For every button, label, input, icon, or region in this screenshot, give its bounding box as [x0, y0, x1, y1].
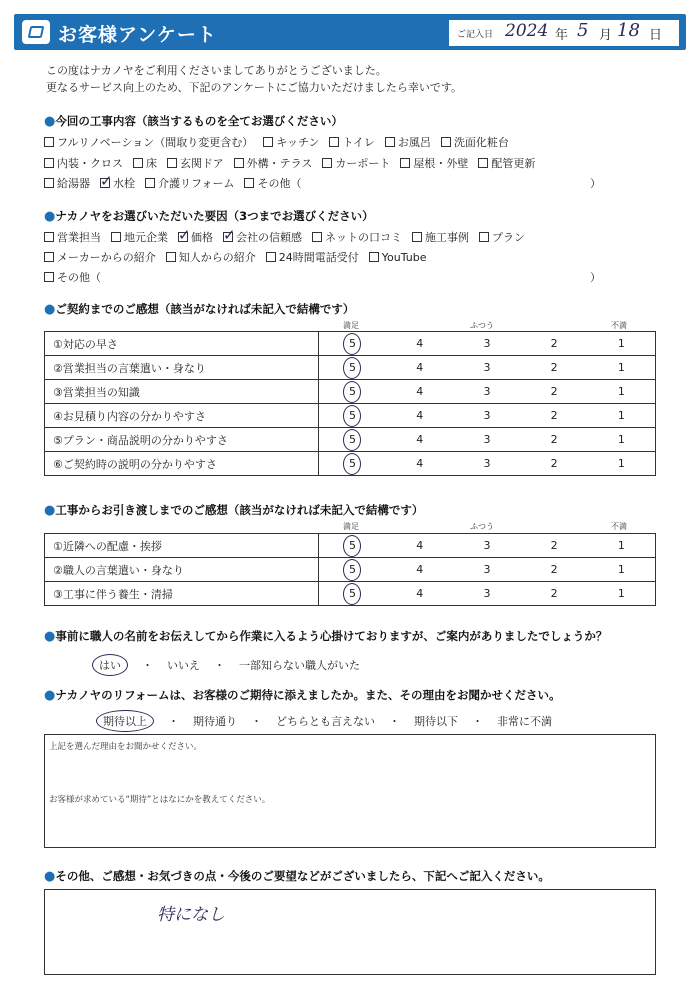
rating-row [45, 404, 656, 428]
close-paren: ） [590, 271, 601, 284]
checkbox[interactable] [166, 252, 176, 262]
checkbox-label: 価格 [191, 231, 213, 244]
rating-value: 3 [483, 409, 491, 422]
rating-question: ③工事に伴う養生・清掃 [45, 582, 319, 606]
rating-value: 1 [617, 563, 625, 576]
checkbox-option[interactable] [44, 249, 156, 265]
rating-value: 2 [550, 563, 558, 576]
scale-mid-label: ふつう [470, 522, 494, 531]
checkbox-label: メーカーからの紹介 [57, 251, 156, 264]
checkbox[interactable] [111, 232, 121, 242]
rating-value: 2 [550, 457, 558, 470]
section-title-craftsman: ●事前に職人の名前をお伝えしてから作業に入るよう心掛けておりますが、ご案内がありましたでしょうか？ [44, 629, 608, 644]
expectation-label: お客様が求めている“期待”とはなにかを教えてください。 [49, 795, 271, 805]
section-title-work: ●今回の工事内容（該当するものを全てお選びください） [44, 114, 343, 129]
rating-question: ①近隣への配慮・挨拶 [45, 534, 319, 558]
rating-option[interactable] [521, 582, 588, 606]
rating-value: 4 [416, 563, 424, 576]
rating-row [45, 332, 656, 356]
rating-option[interactable] [386, 452, 453, 476]
rating-row [45, 356, 656, 380]
checkbox-option[interactable] [312, 229, 402, 245]
checkbox-option[interactable] [145, 175, 234, 191]
checkbox-option[interactable] [244, 175, 301, 191]
reason-label: 上記を選んだ理由をお聞かせください。 [49, 742, 203, 752]
option-separator: ・ [168, 715, 179, 728]
comment-text: 特になし [157, 905, 225, 925]
checkbox-label: カーポート [335, 157, 391, 170]
scale-high-label: 満足 [343, 522, 359, 531]
checkbox-row [44, 269, 111, 285]
checkbox-row [44, 172, 311, 191]
rating-option[interactable] [453, 428, 520, 452]
rating-option[interactable] [453, 534, 520, 558]
checkbox-label: 床 [146, 157, 157, 170]
rating-option[interactable] [386, 332, 453, 356]
checkbox-option[interactable] [44, 175, 90, 191]
day-label: 日 [649, 28, 663, 43]
section-title-reason: ●ナカノヤをお選びいただいた要因（3つまでお選びください） [44, 209, 374, 224]
checkbox-label: 施工事例 [425, 231, 469, 244]
rating-value: 1 [617, 361, 625, 374]
rating-option[interactable] [386, 558, 453, 582]
option-selected[interactable]: はい [92, 654, 128, 676]
reason-textbox[interactable] [44, 734, 656, 848]
rating-value: 4 [416, 385, 424, 398]
date-label: ご記入日 [457, 30, 494, 40]
checkbox-label: トイレ [342, 136, 375, 149]
checkbox-option[interactable] [322, 155, 390, 171]
rating-row [45, 582, 656, 606]
rating-option[interactable] [588, 534, 656, 558]
intro-line: この度はナカノヤをご利用くださいましてありがとうございました。 [46, 64, 387, 77]
checkbox[interactable] [44, 252, 54, 262]
rating-row [45, 558, 656, 582]
checkbox-option[interactable] [100, 172, 135, 191]
section-title-construction: ●工事からお引き渡しまでのご感想（該当がなければ未記入で結構です） [44, 503, 424, 518]
rating-option[interactable] [453, 356, 520, 380]
option-separator: ・ [251, 715, 262, 728]
rating-value: 2 [550, 409, 558, 422]
scale-low-label: 不満 [611, 321, 627, 330]
rating-value: 3 [483, 433, 491, 446]
rating-option[interactable] [521, 452, 588, 476]
checkbox-label: 会社の信頼感 [236, 231, 302, 244]
rating-value: 3 [483, 337, 491, 350]
rating-value: 1 [617, 433, 625, 446]
rating-option[interactable] [318, 452, 386, 476]
rating-option[interactable] [386, 582, 453, 606]
checkbox-label: 水栓 [113, 177, 135, 190]
checkbox-option[interactable] [441, 134, 509, 150]
rating-value: 3 [483, 385, 491, 398]
rating-value: 2 [550, 337, 558, 350]
checkbox-option[interactable] [478, 155, 535, 171]
checkbox[interactable] [441, 137, 451, 147]
rating-option[interactable] [521, 404, 588, 428]
rating-question: ③営業担当の知識 [45, 380, 319, 404]
header-bar [14, 14, 686, 50]
checkbox-option[interactable] [167, 155, 224, 171]
checkmark-icon: ✓ [178, 226, 191, 244]
rating-option[interactable] [453, 380, 520, 404]
checkbox-label: お風呂 [397, 136, 431, 149]
intro-text [46, 62, 462, 96]
checkbox[interactable] [400, 158, 410, 168]
rating-option[interactable] [521, 428, 588, 452]
checkbox-option[interactable] [369, 251, 427, 264]
checkbox[interactable] [329, 137, 339, 147]
rating-option[interactable] [453, 332, 520, 356]
checkbox-option[interactable] [44, 229, 101, 245]
checkbox-label: 内装・クロス [57, 157, 123, 170]
rating-row [45, 428, 656, 452]
checkbox-label: ネットの口コミ [325, 231, 402, 244]
rating-value-selected: 5 [343, 429, 361, 451]
checkbox[interactable] [385, 137, 395, 147]
rating-value-selected: 5 [343, 453, 361, 475]
checkbox[interactable] [44, 178, 54, 188]
checkbox[interactable] [322, 158, 332, 168]
rating-value-selected: 5 [343, 583, 361, 605]
checkbox[interactable] [234, 158, 244, 168]
checkbox-option[interactable] [263, 134, 319, 150]
rating-option[interactable] [588, 582, 656, 606]
rating-option[interactable] [453, 404, 520, 428]
date-box [448, 19, 680, 47]
rating-question: ①対応の早さ [45, 332, 319, 356]
option[interactable]: 期待通り [193, 715, 237, 728]
page-title: お客様アンケート [58, 24, 217, 46]
rating-question: ②職人の言葉遣い・身なり [45, 558, 319, 582]
checkbox-option[interactable] [400, 155, 468, 171]
checkbox[interactable] [178, 226, 191, 244]
checkbox-option[interactable] [44, 269, 101, 285]
checkbox-option[interactable] [266, 249, 359, 265]
month-label: 月 [599, 28, 613, 43]
rating-row [45, 534, 656, 558]
checkbox-label: 屋根・外壁 [413, 157, 469, 170]
rating-option[interactable] [521, 558, 588, 582]
close-paren: ） [590, 177, 601, 190]
checkbox-label: その他（ [257, 177, 302, 190]
rating-value-selected: 5 [343, 535, 361, 557]
checkbox-label: 洗面化粧台 [453, 136, 509, 149]
rating-value: 3 [483, 361, 491, 374]
checkbox-label: 知人からの紹介 [178, 251, 256, 264]
rating-value: 4 [416, 361, 424, 374]
checkbox-label: プラン [492, 231, 525, 244]
checkbox-option[interactable] [223, 226, 302, 245]
rating-option[interactable] [453, 452, 520, 476]
option-selected[interactable]: 期待以上 [96, 710, 154, 732]
checkmark-icon: ✓ [223, 226, 236, 244]
section-title-comments: ●その他、ご感想・お気づきの点・今後のご要望などがございましたら、下記へご記入ください。 [44, 869, 550, 884]
checkbox-label: 外構・テラス [246, 157, 313, 170]
rating-value: 1 [617, 587, 625, 600]
rating-value: 4 [416, 457, 424, 470]
checkbox[interactable] [145, 178, 155, 188]
checkbox-label: 24時間電話受付 [278, 251, 359, 264]
option[interactable]: 期待以下 [414, 715, 458, 728]
checkbox[interactable] [478, 158, 488, 168]
date-day[interactable]: 18 [617, 20, 640, 41]
checkbox-option[interactable] [385, 134, 431, 150]
option-separator: ・ [389, 715, 400, 728]
rating-value-selected: 5 [343, 405, 361, 427]
checkbox-label: 玄関ドア [180, 157, 224, 170]
section-title-expectation: ●ナカノヤのリフォームは、お客様のご期待に添えましたか。また、その理由をお聞かせください。 [44, 688, 561, 703]
checkbox-row [44, 249, 437, 265]
rating-question: ⑥ご契約時の説明の分かりやすさ [45, 452, 319, 476]
rating-option[interactable] [588, 356, 656, 380]
checkmark-icon: ✓ [100, 172, 113, 190]
checkbox-option[interactable] [44, 134, 253, 150]
rating-option[interactable] [386, 428, 453, 452]
checkbox[interactable] [167, 158, 177, 168]
rating-question: ④お見積り内容の分かりやすさ [45, 404, 319, 428]
rating-value: 4 [416, 337, 424, 350]
checkbox-option[interactable] [234, 155, 313, 171]
rating-option[interactable] [386, 356, 453, 380]
rating-question: ②営業担当の言葉遣い・身なり [45, 356, 319, 380]
intro-line: 更なるサービス向上のため、下記のアンケートにご協力いただけましたら幸いです。 [46, 81, 463, 94]
rating-value: 2 [550, 587, 558, 600]
checkbox[interactable] [244, 178, 254, 188]
rating-option[interactable] [453, 558, 520, 582]
scale-high-label: 満足 [343, 321, 359, 330]
rating-value-selected: 5 [343, 381, 361, 403]
rating-value: 4 [416, 409, 424, 422]
checkbox-label: 配管更新 [491, 157, 536, 170]
rating-option[interactable] [318, 356, 386, 380]
rating-value-selected: 5 [343, 357, 361, 379]
rating-value: 1 [617, 337, 625, 350]
rating-option[interactable] [318, 558, 386, 582]
rating-row [45, 452, 656, 476]
rating-option[interactable] [386, 404, 453, 428]
rating-row [45, 380, 656, 404]
rating-question: ⑤プラン・商品説明の分かりやすさ [45, 428, 319, 452]
checkbox[interactable] [133, 158, 143, 168]
expectation-options [96, 710, 552, 732]
checkbox-option[interactable] [412, 229, 469, 245]
checkbox-option[interactable] [329, 134, 374, 150]
rating-value: 3 [483, 563, 491, 576]
rating-option[interactable] [521, 380, 588, 404]
rating-value: 2 [550, 539, 558, 552]
scale-mid-label: ふつう [470, 321, 494, 330]
checkbox[interactable] [266, 252, 276, 262]
comment-textbox[interactable] [44, 889, 656, 975]
year-label: 年 [555, 28, 569, 43]
checkbox[interactable] [44, 272, 54, 282]
contract-rating-table [44, 331, 656, 476]
option[interactable]: いいえ [167, 659, 200, 672]
checkbox-option[interactable] [111, 229, 168, 245]
rating-value: 1 [617, 539, 625, 552]
rating-option[interactable] [318, 582, 386, 606]
checkbox-label: フルリノベーション（間取り変更含む） [57, 136, 254, 149]
date-month[interactable]: 5 [577, 20, 589, 41]
rating-value: 4 [416, 433, 424, 446]
craftsman-options [92, 654, 360, 676]
checkbox-label: YouTube [381, 250, 427, 264]
rating-option[interactable] [318, 404, 386, 428]
rating-value: 4 [416, 539, 424, 552]
checkbox[interactable] [223, 226, 236, 244]
rating-option[interactable] [386, 380, 453, 404]
checkbox-label: キッチン [276, 136, 320, 149]
rating-value: 2 [550, 433, 558, 446]
rating-option[interactable] [588, 332, 656, 356]
checkbox-row [44, 134, 519, 150]
rating-value: 3 [483, 539, 491, 552]
rating-value: 1 [617, 385, 625, 398]
rating-option[interactable] [318, 428, 386, 452]
rating-option[interactable] [588, 452, 656, 476]
construction-rating-table [44, 533, 656, 606]
checkbox-row [44, 155, 545, 171]
section-title-contract: ●ご契約までのご感想（該当がなければ未記入で結構です） [44, 302, 355, 317]
rating-value-selected: 5 [343, 559, 361, 581]
checkbox-option[interactable] [133, 155, 157, 171]
checkbox-label: 介護リフォーム [158, 177, 235, 190]
rating-option[interactable] [588, 428, 656, 452]
checkbox[interactable] [100, 172, 113, 190]
checkbox[interactable] [312, 232, 322, 242]
rating-option[interactable] [521, 332, 588, 356]
rating-option[interactable] [318, 332, 386, 356]
rating-option[interactable] [453, 582, 520, 606]
checkbox-option[interactable] [44, 155, 123, 171]
checkbox[interactable] [44, 158, 54, 168]
rating-option[interactable] [318, 380, 386, 404]
scale-low-label: 不満 [611, 522, 627, 531]
checkbox-label: 営業担当 [57, 231, 101, 244]
checkbox[interactable] [44, 137, 54, 147]
option[interactable]: どちらとも言えない [276, 715, 375, 728]
checkbox[interactable] [369, 252, 379, 262]
rating-option[interactable] [588, 380, 656, 404]
rating-option[interactable] [521, 356, 588, 380]
rating-value: 2 [550, 361, 558, 374]
date-year[interactable]: 2024 [505, 21, 549, 41]
rating-option[interactable] [318, 534, 386, 558]
rating-value: 3 [483, 587, 491, 600]
checkbox-label: 地元企業 [124, 231, 168, 244]
checkbox-label: 給湯器 [57, 177, 90, 190]
rating-value: 1 [617, 457, 625, 470]
option[interactable]: 非常に不満 [497, 715, 552, 728]
rating-value-selected: 5 [343, 333, 361, 355]
option[interactable]: 一部知らない職人がいた [239, 659, 360, 672]
checkbox[interactable] [44, 232, 54, 242]
checkbox[interactable] [412, 232, 422, 242]
rating-option[interactable] [521, 534, 588, 558]
checkbox-option[interactable] [166, 249, 256, 265]
rating-value: 3 [483, 457, 491, 470]
checkbox-option[interactable] [178, 226, 213, 245]
rating-value: 2 [550, 385, 558, 398]
checkbox-label: その他（ [57, 271, 101, 284]
rating-option[interactable] [386, 534, 453, 558]
checkbox[interactable] [479, 232, 489, 242]
rating-value: 1 [617, 409, 625, 422]
option-separator: ・ [142, 659, 153, 672]
option-separator: ・ [472, 715, 483, 728]
checkbox-option[interactable] [479, 229, 525, 245]
company-logo-icon [22, 20, 50, 44]
rating-option[interactable] [588, 404, 656, 428]
checkbox[interactable] [263, 137, 273, 147]
rating-value: 4 [416, 587, 424, 600]
checkbox-row [44, 226, 535, 245]
option-separator: ・ [214, 659, 225, 672]
rating-option[interactable] [588, 558, 656, 582]
